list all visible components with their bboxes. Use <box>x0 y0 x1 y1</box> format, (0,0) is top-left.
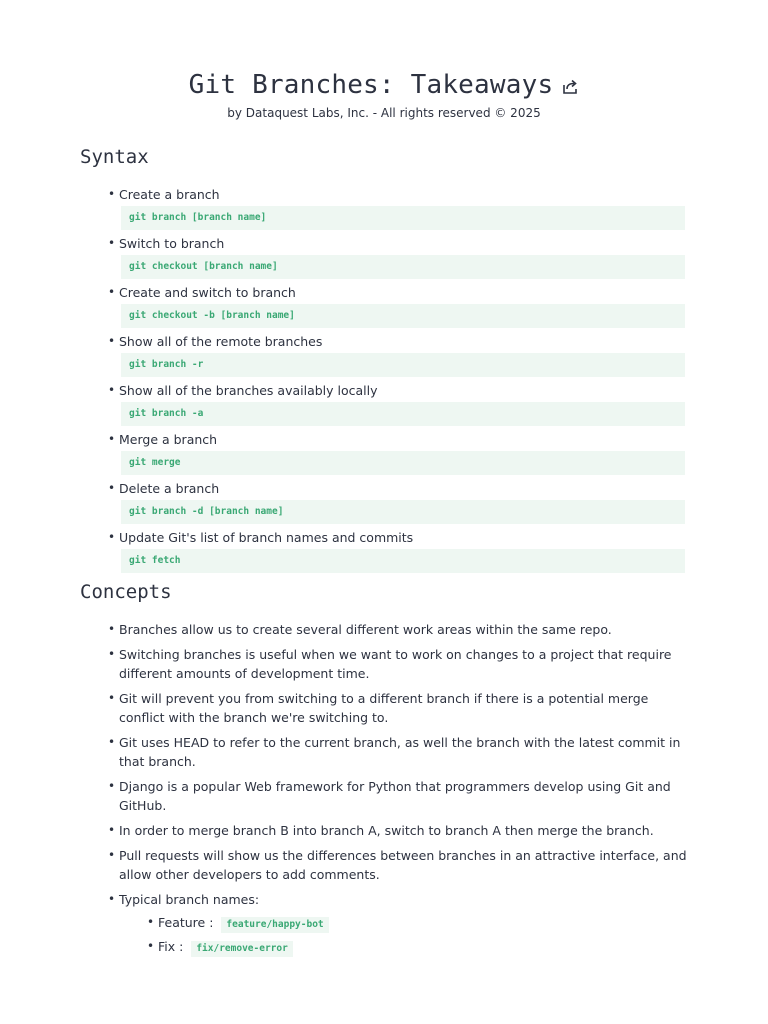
syntax-label: Create and switch to branch <box>119 285 296 300</box>
code-block: git merge <box>121 451 685 475</box>
syntax-label: Show all of the branches availably locally <box>119 383 378 398</box>
syntax-label: Delete a branch <box>119 481 220 496</box>
list-item <box>108 381 688 421</box>
code-block: git branch -d [branch name] <box>121 500 685 524</box>
concepts-list <box>108 620 688 961</box>
page-title: Git Branches: Takeaways <box>188 70 554 100</box>
list-item: • Git will prevent you from switching to a different branch if there is a potential merge conflict with the branch we're switching to. <box>108 689 688 727</box>
code-block: git branch -r <box>121 353 685 377</box>
list-item: • Switching branches is useful when we want to work on changes to a project that require different amounts of development time. <box>108 645 688 683</box>
code-block: git branch -a <box>121 402 685 426</box>
inline-code: feature/happy-bot <box>221 917 328 933</box>
concepts-heading: Concepts <box>80 581 172 603</box>
syntax-label: Update Git's list of branch names and commits <box>119 530 414 545</box>
code-block: git branch [branch name] <box>121 206 685 230</box>
inline-code: fix/remove-error <box>191 941 293 957</box>
list-item <box>147 937 688 955</box>
list-item <box>108 185 688 225</box>
byline: by Dataquest Labs, Inc. - All rights reserved © 2025 <box>227 106 541 120</box>
title-row <box>189 70 580 100</box>
code-block: git checkout -b [branch name] <box>121 304 685 328</box>
list-item <box>108 479 688 519</box>
list-item: • Pull requests will show us the differences between branches in an attractive interface, and allow other developers to add comments. <box>108 846 688 884</box>
list-item <box>147 913 688 931</box>
syntax-heading: Syntax <box>80 146 149 168</box>
syntax-list <box>108 185 688 577</box>
list-item <box>108 890 688 955</box>
document-header <box>0 70 768 120</box>
syntax-label: Merge a branch <box>119 432 218 447</box>
list-item <box>108 430 688 470</box>
syntax-label: Create a branch <box>119 187 220 202</box>
list-item <box>108 528 688 568</box>
branch-names-list <box>119 913 688 955</box>
code-block: git checkout [branch name] <box>121 255 685 279</box>
code-block: git fetch <box>121 549 685 573</box>
list-item <box>108 234 688 274</box>
branch-type-label: Feature : <box>158 915 214 930</box>
list-item <box>108 332 688 372</box>
branch-names-label: Typical branch names: <box>119 892 260 907</box>
list-item: • In order to merge branch B into branch A, switch to branch A then merge the branch. <box>108 821 688 840</box>
list-item: • Django is a popular Web framework for Python that programmers develop using Git and GitHub. <box>108 777 688 815</box>
branch-type-label: Fix : <box>158 939 184 954</box>
list-item: • Git uses HEAD to refer to the current branch, as well the branch with the latest commit in that branch. <box>108 733 688 771</box>
list-item <box>108 283 688 323</box>
list-item: • Branches allow us to create several different work areas within the same repo. <box>108 620 688 639</box>
syntax-label: Switch to branch <box>119 236 225 251</box>
share-icon[interactable] <box>561 78 579 96</box>
syntax-label: Show all of the remote branches <box>119 334 323 349</box>
